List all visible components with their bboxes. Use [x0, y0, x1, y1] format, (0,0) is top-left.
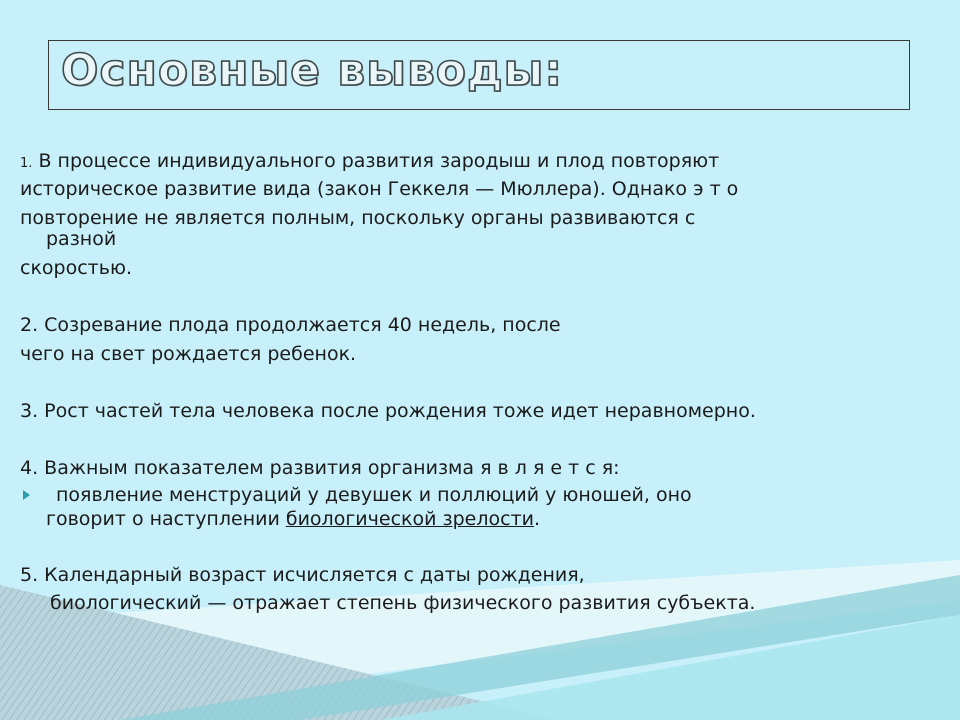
bullet-line-2-suffix: . [533, 508, 541, 530]
paragraph-4-bullet-line-2 [46, 508, 540, 530]
paragraph-2-line-2: чего на свет рождается ребенок. [20, 343, 357, 365]
paragraph-4-bullet-line-1: появление менструаций у девушек и поллюций у юношей, оно [56, 484, 692, 506]
paragraph-1-line-5: скоростью. [20, 257, 132, 279]
triangle-bullet-icon [23, 490, 30, 500]
paragraph-2-line-1: 2. Созревание плода продолжается 40 недель, после [20, 314, 561, 336]
paragraph-1-line-2: историческое развитие вида (закон Геккеля — Мюллера). Однако э т о [20, 178, 739, 200]
paragraph-5-line-2: биологический — отражает степень физического развития субъекта. [50, 592, 756, 614]
paragraph-4-line-1: 4. Важным показателем развития организма я в л я е т с я: [20, 457, 620, 479]
paragraph-3-line-1: 3. Рост частей тела человека после рождения тоже идет неравномерно. [20, 400, 756, 422]
title-box [48, 40, 910, 110]
page-title: Основные выводы: [61, 45, 563, 96]
bullet-line-2-prefix: говорит о наступлении [46, 508, 286, 530]
paragraph-1-line-3: повторение не является полным, поскольку органы развиваются с [20, 207, 696, 229]
paragraph-1-text: В процессе индивидуального развития зародыш и плод повторяют [32, 150, 720, 172]
paragraph-5-line-1: 5. Календарный возраст исчисляется с даты рождения, [20, 564, 585, 586]
paragraph-1-line-1 [20, 150, 719, 175]
biological-maturity-link[interactable]: биологической зрелости [285, 508, 534, 530]
paragraph-1-number: 1. [20, 156, 33, 171]
paragraph-1-line-4: разной [46, 228, 117, 250]
